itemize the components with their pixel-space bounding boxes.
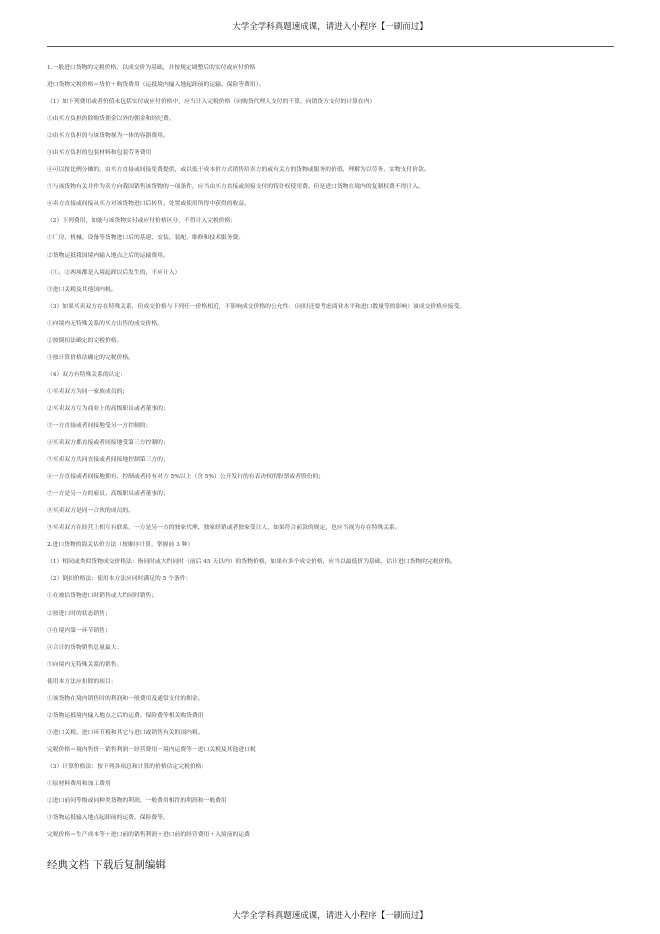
- text-line: ⑥卖方直接或间接从买方对该货物进口后转售、处置或使用所得中获得的收益。: [47, 201, 250, 208]
- header-divider: [47, 46, 614, 47]
- text-line: 进口货物完税价格＝货价＋购货费用（运抵境内输入地起卸前的运输、保险等费用）。: [47, 82, 265, 89]
- text-line: ③在境内第一环节销售；: [47, 627, 111, 634]
- text-line: ③按计算价格法确定的完税价格。: [47, 354, 134, 361]
- document-body: [47, 60, 614, 844]
- text-line: ②买卖双方互为商业上的高级职员或者董事的；: [47, 405, 169, 412]
- text-line: ③进口关税及其他国内税。: [47, 286, 117, 293]
- text-line: ⑥一方直接或者间接地拥有、控制或者持有对方 5%以上（含 5%）公开发行的有表决权的股票或者股份的；: [47, 474, 325, 481]
- text-line: （1）如下列费用或者价值未包括实付或应付价格中，应当计入完税价格（向购货代理人支付的不算，向销货方支付的计算在内）: [47, 99, 376, 106]
- text-line: ②货物运抵境内输入地点之后的运费、保险费等相关购货费用: [47, 712, 204, 719]
- page-footer: 大学全学科真题速成课，请进入小程序【一刷而过】: [232, 911, 428, 921]
- text-line: ⑧买卖双方是同一合伙的成员的。: [47, 508, 134, 515]
- text-line: ④合计的货物销售总量最大；: [47, 644, 123, 651]
- text-line: ①在被估货物进口时销售或大约同时销售；: [47, 593, 158, 600]
- text-line: ①原材料费用和加工费用: [47, 780, 111, 787]
- text-line: ③进口关税、进口环节税和其它与进口或销售有关的国内税。: [47, 729, 204, 736]
- footer-note: 经典文档 下载后复制编辑: [47, 859, 166, 871]
- text-line: 使用本方法应扣除的项目：: [47, 678, 117, 685]
- text-line: ③由买方负担的包装材料和包装劳务费用: [47, 150, 152, 157]
- page-header: 大学全学科真题速成课，请进入小程序【一刷而过】: [232, 22, 428, 32]
- text-line: 完税价格＝境内售价－销售利润－经营费用－境内运费等－进口关税及其他进口税: [47, 746, 256, 753]
- text-line: 2.进口货物的海关估价方法（按顺序计算，掌握前 3 种）: [47, 542, 194, 549]
- text-line: ⑤买卖双方共同直接或者间接地控制第三方的；: [47, 457, 169, 464]
- text-line: （3）如果买卖双方存在特殊关系，但成交价格与下列任一价格相近，不影响成交价格的公允性：（同时还要考虑商业水平和进口数量等的影响）该成交价格应接受。: [47, 303, 466, 310]
- text-line: 完税价格＝生产成本等＋进口前的销售利润＋进口前的经营费用＋入境前的运费: [47, 832, 250, 839]
- text-line: ④买卖双方都直接或者间接地受第三方控制的；: [47, 440, 169, 447]
- text-line: ②由买方负担的与该货物视为一体的容器费用。: [47, 133, 169, 140]
- text-line: ②按进口时的状态销售；: [47, 610, 111, 617]
- text-line: ④可以按比例分摊的，由买方直接或间接免费提供，或以低于成本价方式销售给卖方的或有关方的货物或服务的价值，理解为以劳务、实物支付价款。: [47, 167, 430, 174]
- text-line: （2）下列费用，如能与该货物实付或应付价格区分，不得计入完税价格：: [47, 218, 237, 225]
- text-line: ③一方直接或者间接地受另一方控制的；: [47, 422, 152, 429]
- text-line: ①厂房、机械、设备等货物进口后的基建、安装、装配、维修和技术服务费。: [47, 235, 245, 242]
- text-line: ②按倒扣法确定的完税价格。: [47, 337, 123, 344]
- text-line: （1）相同或类似货物成交价格法：指同时或大约同时（前后 45 天以内）的货物价格，如果有多个成交价格，应当以最低价为基础，估计进口货物的完税价格。: [47, 559, 456, 566]
- text-line: ⑨买卖双方在经营上相互有联系，一方是另一方的独家代理、独家经销或者独家受让人，如果符合前款的规定，也应当视为存在特殊关系。: [47, 525, 401, 532]
- text-line: ⑤向境内无特殊关系的销售。: [47, 661, 123, 668]
- text-line: ③货物运抵输入地点起卸前的运费、保险费等。: [47, 815, 169, 822]
- text-line: ②货物运抵我国境内输入地点之后的运输费用。: [47, 252, 169, 259]
- text-line: ⑦一方是另一方的雇员、高级职员或者董事的；: [47, 491, 169, 498]
- text-line: （4）双方有特殊关系的认定：: [47, 371, 127, 378]
- text-line: ①向境内无特殊关系的买方出售的成交价格。: [47, 320, 163, 327]
- text-line: （①、②两项都是入境起卸以后发生的，不应计入）: [47, 269, 181, 276]
- text-line: （3）计算价格法：按下列各项总和计算的价格估定完税价格：: [47, 763, 208, 770]
- text-line: （2）倒扣价格法：使用本方法应同时满足的 5 个条件：: [47, 576, 192, 583]
- text-line: ②进口前同等级或同种类货物的利润、一般费用相符的利润和一般费用: [47, 798, 227, 805]
- text-line: ①买卖双方为同一家族成员的；: [47, 388, 129, 395]
- text-line: ①该货物在境内销售时的利润和一般费用及通常支付的佣金。: [47, 695, 204, 702]
- text-line: 1.一般进口货物的完税价格，以成交价为基础，并按规定调整后的实付或应付价格: [47, 65, 256, 71]
- text-line: ⑤与该货物有关并作为卖方向我国销售该货物的一项条件，应当由买方直接或间接支付的特许权使用费。但是进口货物在境内的复制权费不得计入。: [47, 184, 424, 191]
- text-line: ①由买方负担的除购货佣金以外的佣金和经纪费。: [47, 116, 175, 123]
